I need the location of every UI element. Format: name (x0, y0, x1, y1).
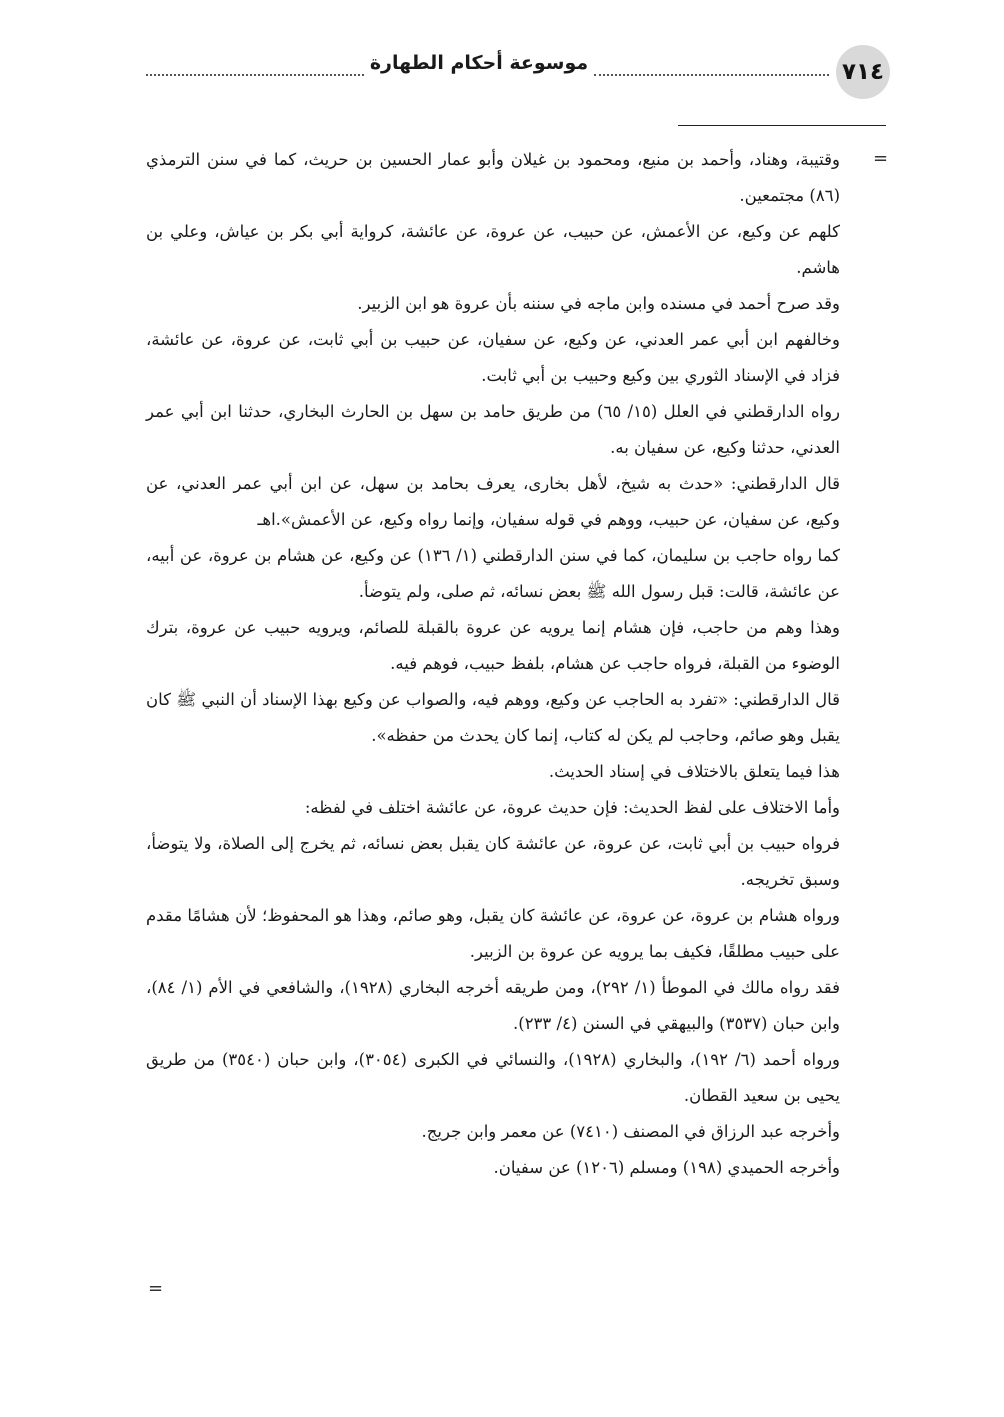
paragraph: فقد رواه مالك في الموطأ (١/ ٢٩٢)، ومن طريقه أخرجه البخاري (١٩٢٨)، والشافعي في الأم (١/ ٨٤)، وابن حبان (٣٥٣٧) والبيهقي في السنن (٤/ ٢٣٣). (146, 978, 840, 1033)
paragraph: هذا فيما يتعلق بالاختلاف في إسناد الحديث. (548, 762, 840, 781)
continuation-mark-top: = (873, 148, 889, 169)
page-number: ٧١٤ (836, 45, 890, 99)
paragraph: وأخرجه الحميدي (١٩٨) ومسلم (١٢٠٦) عن سفيان. (493, 1158, 840, 1177)
paragraph: رواه الدارقطني في العلل (١٥/ ٦٥) من طريق حامد بن سهل بن الحارث البخاري، حدثنا ابن أبي عمر العدني، حدثنا وكيع، عن سفيان به. (146, 402, 841, 457)
paragraph: ورواه هشام بن عروة، عن عروة، عن عائشة كان يقبل، وهو صائم، وهذا هو المحفوظ؛ لأن هشامًا مقدم على حبيب مطلقًا، فكيف بما يرويه عن عروة بن الزبير. (146, 906, 840, 961)
paragraph: قال الدارقطني: «تفرد به الحاجب عن وكيع، ووهم فيه، والصواب عن وكيع بهذا الإسناد أن النبي ﷺ كان يقبل وهو صائم، وحاجب لم يكن له كتاب، إنما كان يحدث من حفظه». (146, 690, 840, 745)
paragraph: ورواه أحمد (٦/ ١٩٢)، والبخاري (١٩٢٨)، والنسائي في الكبرى (٣٠٥٤)، وابن حبان (٣٥٤٠) من طريق يحيى بن سعيد القطان. (146, 1050, 840, 1105)
paragraph: وهذا وهم من حاجب، فإن هشام إنما يرويه عن عروة بالقبلة للصائم، ويرويه حبيب عن عروة، بترك الوضوء من القبلة، فرواه حاجب عن هشام، بلفظ حبيب، فوهم فيه. (146, 618, 840, 673)
continuation-mark-bottom: = (148, 1278, 164, 1299)
footnote-separator-rule (678, 125, 886, 126)
footnote-body (146, 142, 840, 1186)
header-dotted-leader-right (594, 58, 829, 76)
paragraph: وأما الاختلاف على لفظ الحديث: فإن حديث عروة، عن عائشة اختلف في لفظه: (304, 798, 840, 817)
paragraph: وخالفهم ابن أبي عمر العدني، عن وكيع، عن سفيان، عن حبيب بن أبي ثابت، عن عروة، عن عائشة، فزاد في الإسناد الثوري بين وكيع وحبيب بن أبي ثابت. (146, 330, 840, 385)
paragraph: وأخرجه عبد الرزاق في المصنف (٧٤١٠) عن معمر وابن جريج. (421, 1122, 840, 1141)
running-header-title: موسوعة أحكام الطهارة (369, 52, 589, 74)
paragraph: وقتيبة، وهناد، وأحمد بن منيع، ومحمود بن غيلان وأبو عمار الحسين بن حريث، كما في سنن الترمذي (٨٦) مجتمعين. (146, 150, 840, 205)
paragraph: قال الدارقطني: «حدث به شيخ، لأهل بخارى، يعرف بحامد بن سهل، عن ابن أبي عمر العدني، عن وكيع، عن سفيان، عن حبيب، ووهم في قوله سفيان، وإنما رواه وكيع، عن الأعمش».اهـ (146, 474, 840, 529)
header-dotted-leader-left (146, 58, 364, 76)
paragraph: كلهم عن وكيع، عن الأعمش، عن حبيب، عن عروة، عن عائشة، كرواية أبي بكر بن عياش، وعلي بن هاشم. (146, 222, 840, 277)
paragraph: فرواه حبيب بن أبي ثابت، عن عروة، عن عائشة كان يقبل بعض نسائه، ثم يخرج إلى الصلاة، ولا يتوضأ، وسبق تخريجه. (146, 834, 841, 889)
paragraph: كما رواه حاجب بن سليمان، كما في سنن الدارقطني (١/ ١٣٦) عن وكيع، عن هشام بن عروة، عن أبيه، عن عائشة، قالت: قبل رسول الله ﷺ بعض نسائه، ثم صلى، ولم يتوضأ. (146, 546, 840, 601)
paragraph: وقد صرح أحمد في مسنده وابن ماجه في سننه بأن عروة هو ابن الزبير. (357, 294, 840, 313)
